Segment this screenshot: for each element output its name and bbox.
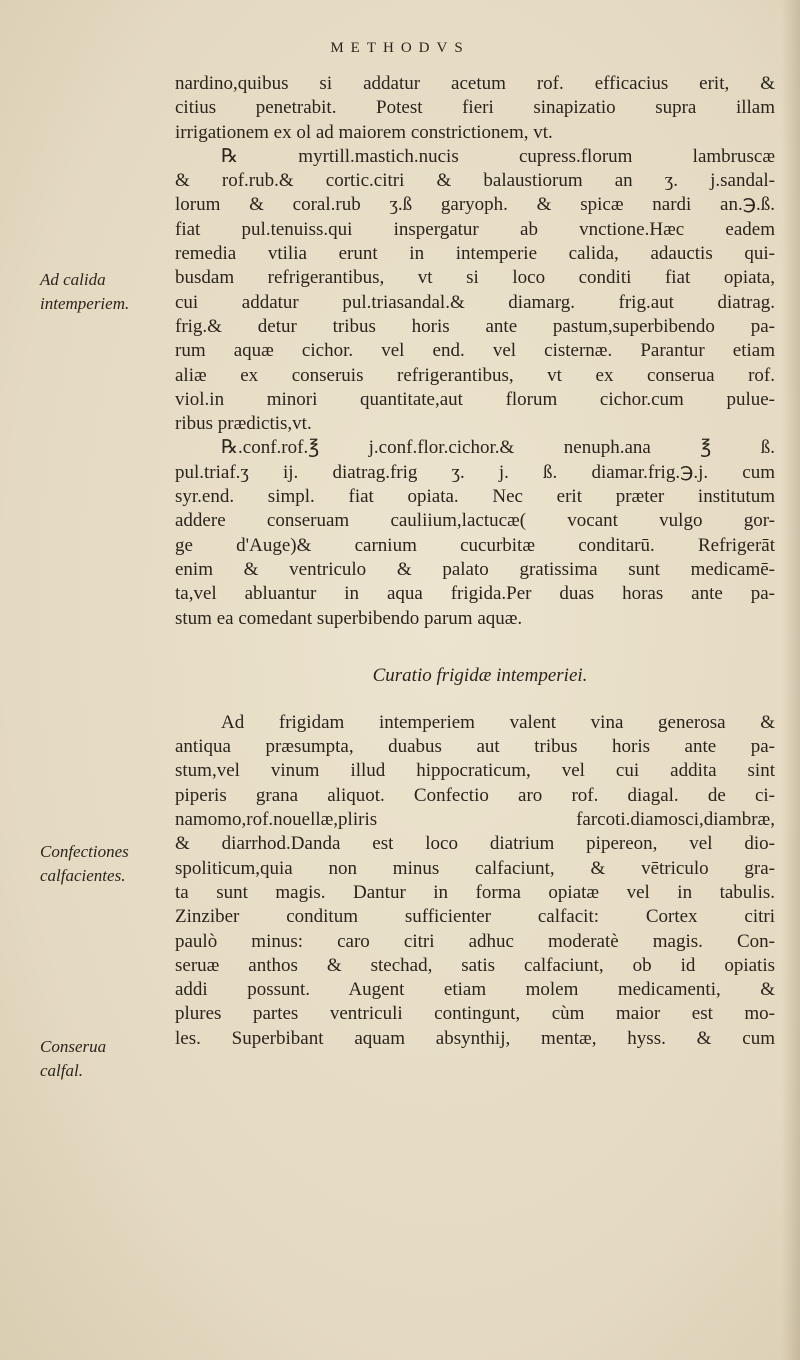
section-subheading: Curatio frigidæ intemperiei. <box>372 664 588 686</box>
text-line: nardino,quibus si addatur acetum rof. efficacius erit, & <box>175 73 775 94</box>
text-line: citius penetrabit. Potest fieri sinapizatio supra illam <box>175 97 775 119</box>
paragraph-1 <box>175 72 775 436</box>
text-line: ta,vel abluantur in aqua frigida.Per duas horas ante pa- <box>175 583 775 605</box>
text-line: fiat pul.tenuiss.qui inspergatur ab vnctione.Hæc eadem <box>175 218 775 240</box>
text-line: & rof.rub.& cortic.citri & balaustiorum an ʒ. j.sandal- <box>175 170 775 192</box>
text-line: plures partes ventriculi contingunt, cùm maior est mo- <box>175 1003 775 1025</box>
margin-note-confectiones <box>40 840 180 888</box>
margin-note-calida <box>40 268 180 316</box>
text-line: addi possunt. Augent etiam molem medicamenti, & <box>175 979 775 1001</box>
text-line: ℞ myrtill.mastich.nucis cupress.florum lambruscæ <box>221 145 775 167</box>
margin-note-line: calfacientes. <box>40 866 126 885</box>
text-line: irrigationem ex ol ad maiorem constrictionem, vt. <box>175 121 553 143</box>
margin-note-conserua <box>40 1035 180 1083</box>
text-line: frig.& detur tribus horis ante pastum,superbibendo pa- <box>175 315 775 337</box>
text-line: ge d'Auge)& carnium cucurbitæ conditarū. Refrigerāt <box>175 534 775 556</box>
text-line: syr.end. simpl. fiat opiata. Nec erit præter institutum <box>175 486 775 508</box>
paragraph-2 <box>175 436 775 630</box>
margin-note-line: Conserua <box>40 1037 107 1056</box>
text-line: rum aquæ cichor. vel end. vel cisternæ. Parantur etiam <box>175 340 775 362</box>
text-line: lorum & coral.rub ʒ.ß garyoph. & spicæ nardi an.℈.ß. <box>175 194 775 216</box>
text-line: busdam refrigerantibus, vt si loco conditi fiat opiata, <box>175 267 775 289</box>
running-head: METHODVS <box>330 40 470 56</box>
margin-note-line: Confectiones <box>40 842 129 861</box>
text-line: viol.in minori quantitate,aut florum cichor.cum pulue- <box>175 388 775 410</box>
margin-note-line: calfal. <box>40 1061 83 1080</box>
text-line: piperis grana aliquot. Confectio aro rof. diagal. de ci- <box>175 784 775 806</box>
text-line: paulò minus: caro citri adhuc moderatè magis. Con- <box>175 930 775 952</box>
text-line: stum,vel vinum illud hippocraticum, vel cui addita sint <box>175 760 775 782</box>
text-line: remedia vtilia erunt in intemperie calida, adauctis qui- <box>175 243 775 265</box>
text-line: cui addatur pul.triasandal.& diamarg. frig.aut diatrag. <box>175 291 775 313</box>
text-line: les. Superbibant aquam absynthij, mentæ, hyss. & cum <box>175 1027 775 1049</box>
text-line: namomo,rof.nouellæ,pliris farcoti.diamosci,diambræ, <box>175 809 775 831</box>
text-line: addere conseruam cauliium,lactucæ( vocant vulgo gor- <box>175 510 775 532</box>
text-line: enim & ventriculo & palato gratissima sunt medicamē- <box>175 558 775 580</box>
text-line: Zinziber conditum sufficienter calfacit: Cortex citri <box>175 906 775 928</box>
text-line: antiqua præsumpta, duabus aut tribus horis ante pa- <box>175 736 775 758</box>
paragraph-3 <box>175 711 775 1051</box>
text-line: Ad frigidam intemperiem valent vina generosa & <box>221 711 775 733</box>
text-line: aliæ ex conseruis refrigerantibus, vt ex conserua rof. <box>175 364 775 386</box>
text-line: ribus prædictis,vt. <box>175 413 312 435</box>
margin-note-line: Ad calida <box>40 270 106 289</box>
page-edge-shadow <box>782 0 800 1360</box>
text-line: seruæ anthos & stechad, satis calfaciunt, ob id opiatis <box>175 954 775 976</box>
margin-note-line: intemperiem. <box>40 294 130 313</box>
text-line: & diarrhod.Danda est loco diatrium pipereon, vel dio- <box>175 833 775 855</box>
text-line: ta sunt magis. Dantur in forma opiatæ vel in tabulis. <box>175 881 775 903</box>
body-text <box>175 72 775 1051</box>
text-line: stum ea comedant superbibendo parum aquæ. <box>175 607 523 629</box>
text-line: pul.triaf.ʒ ij. diatrag.frig ʒ. j. ß. diamar.frig.℈.j. cum <box>175 461 775 483</box>
text-line: ℞.conf.rof.℥ j.conf.flor.cichor.& nenuph.ana ℥ ß. <box>221 437 775 459</box>
text-line: spoliticum,quia non minus calfaciunt, & vētriculo gra- <box>175 857 775 879</box>
